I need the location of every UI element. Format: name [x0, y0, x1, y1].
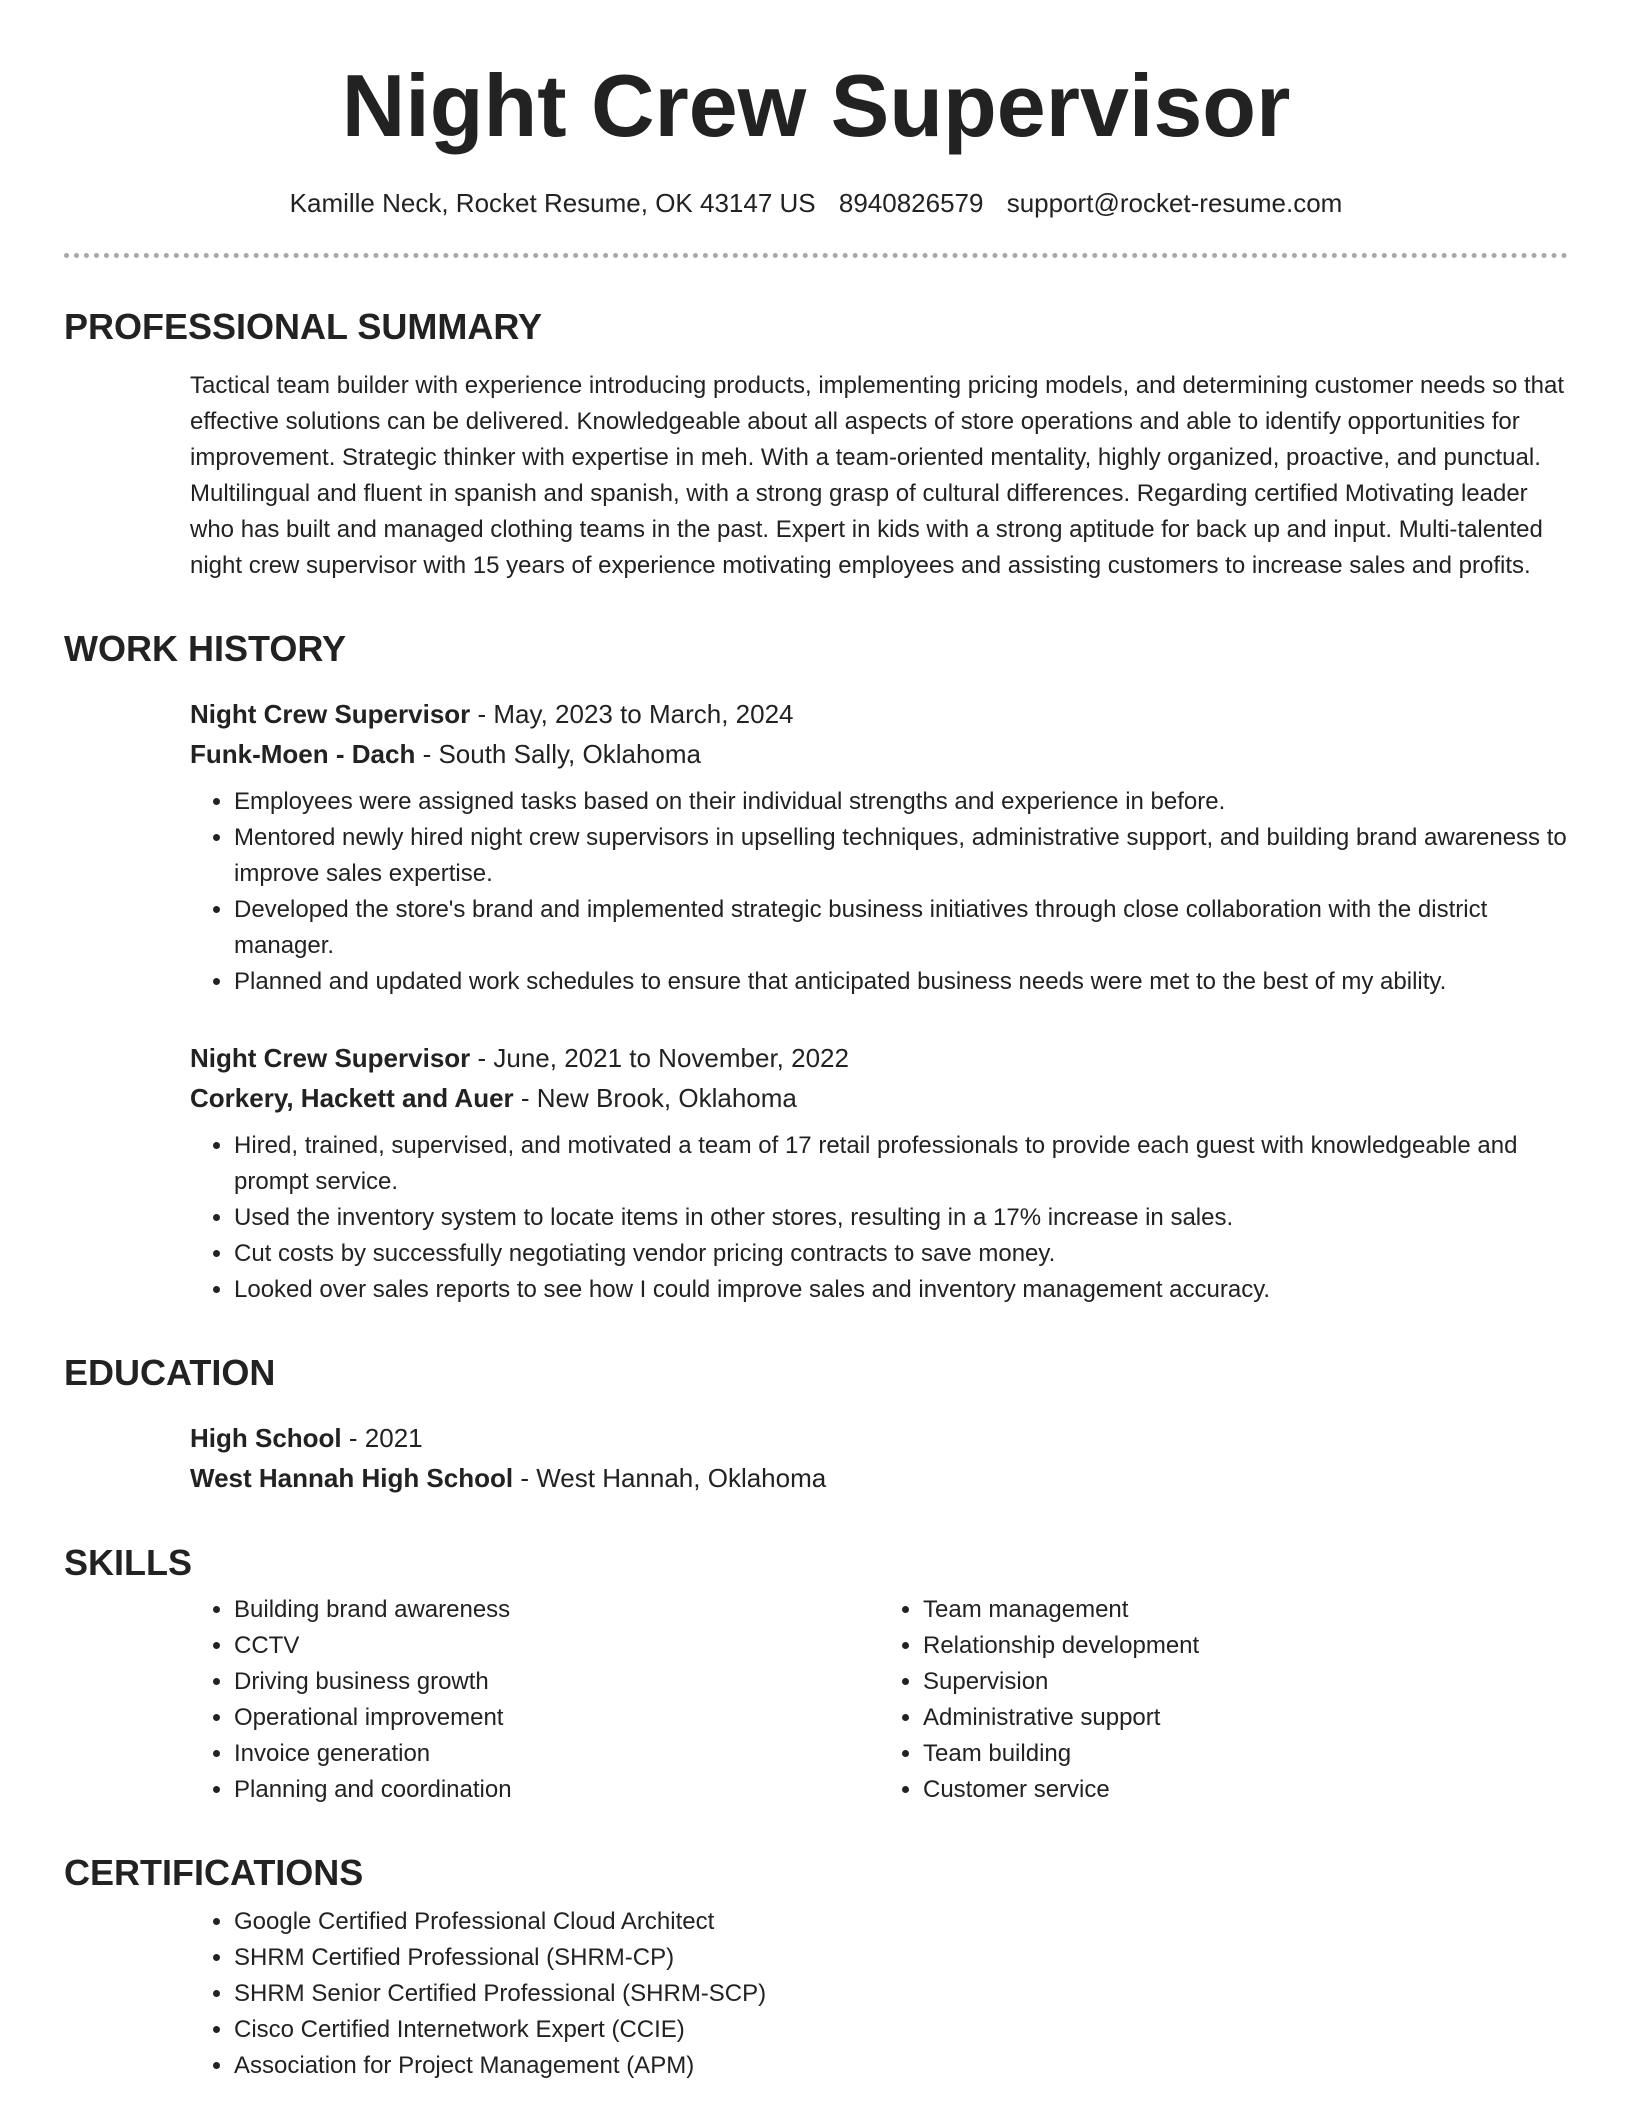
skills-list-right — [879, 1592, 1568, 1808]
job-company-line — [190, 1078, 1568, 1118]
list-item: • Cut costs by successfully negotiating vendor pricing contracts to save money. — [234, 1236, 1568, 1272]
list-item: • Relationship development — [923, 1628, 1568, 1664]
list-item: • Developed the store's brand and implemented strategic business initiatives through close collaboration with the district manager. — [234, 892, 1568, 964]
list-item: • SHRM Certified Professional (SHRM-CP) — [234, 1940, 1568, 1976]
list-item: • Hired, trained, supervised, and motivated a team of 17 retail professionals to provide each guest with knowledgeable and prompt service. — [234, 1128, 1568, 1200]
header-divider — [64, 253, 1568, 258]
education-section — [64, 1352, 1568, 1498]
job-location: - New Brook, Oklahoma — [513, 1083, 797, 1113]
list-item: • Looked over sales reports to see how I could improve sales and inventory management accuracy. — [234, 1272, 1568, 1308]
job-company-line — [190, 734, 1568, 774]
list-item: • Google Certified Professional Cloud Architect — [234, 1904, 1568, 1940]
education-degree-line — [190, 1418, 1568, 1458]
contact-line — [64, 188, 1568, 219]
education-year: - 2021 — [341, 1423, 423, 1453]
list-item: • Team building — [923, 1736, 1568, 1772]
list-item: • Invoice generation — [234, 1736, 879, 1772]
job-role-line — [190, 1038, 1568, 1078]
list-item: • Team management — [923, 1592, 1568, 1628]
job-entry — [190, 694, 1568, 1000]
education-heading: EDUCATION — [64, 1352, 276, 1393]
contact-address: Kamille Neck, Rocket Resume, OK 43147 US — [289, 188, 816, 218]
education-entry — [190, 1418, 1568, 1498]
job-bullets — [190, 1128, 1568, 1308]
work-history-heading: WORK HISTORY — [64, 628, 347, 669]
skills-columns — [190, 1592, 1568, 1808]
skills-section — [64, 1542, 1568, 1808]
list-item: • Mentored newly hired night crew supervisors in upselling techniques, administrative support, and building brand awareness to improve sales expertise. — [234, 820, 1568, 892]
contact-email: support@rocket-resume.com — [1006, 188, 1343, 218]
job-entry — [190, 1038, 1568, 1308]
list-item: • Driving business growth — [234, 1664, 879, 1700]
list-item: • Association for Project Management (APM) — [234, 2048, 1568, 2084]
certifications-section — [64, 1852, 1568, 2084]
contact-phone: 8940826579 — [838, 188, 984, 218]
education-location: - West Hannah, Oklahoma — [513, 1463, 827, 1493]
job-dates: - May, 2023 to March, 2024 — [470, 699, 794, 729]
summary-text: Tactical team builder with experience introducing products, implementing pricing models, and determining customer needs so that effective solutions can be delivered. Knowledgeable about all aspects of store operations and able to identify opportunities for improvement. Strategic thinker with expertise in meh. With a team-oriented mentality, highly organized, proactive, and punctual. Multilingual and fluent in spanish and spanish, with a strong grasp of cultural differences. Regarding certified Motivating leader who has built and managed clothing teams in the past. Expert in kids with a strong aptitude for back up and input. Multi-talented night crew supervisor with 15 years of experience motivating employees and assisting customers to increase sales and profits. — [190, 372, 1565, 579]
job-bullets — [190, 784, 1568, 1000]
list-item: • Building brand awareness — [234, 1592, 879, 1628]
list-item: • Used the inventory system to locate items in other stores, resulting in a 17% increase in sales. — [234, 1200, 1568, 1236]
list-item: • Planned and updated work schedules to ensure that anticipated business needs were met to the best of my ability. — [234, 964, 1568, 1000]
job-company: Funk-Moen - Dach — [190, 739, 416, 769]
list-item: • Employees were assigned tasks based on their individual strengths and experience in before. — [234, 784, 1568, 820]
skills-heading: SKILLS — [64, 1542, 193, 1583]
list-item: • Supervision — [923, 1664, 1568, 1700]
skills-list-left — [190, 1592, 879, 1808]
job-location: - South Sally, Oklahoma — [415, 739, 701, 769]
list-item: • SHRM Senior Certified Professional (SHRM-SCP) — [234, 1976, 1568, 2012]
education-school: West Hannah High School — [190, 1463, 514, 1493]
list-item: • CCTV — [234, 1628, 879, 1664]
job-role-line — [190, 694, 1568, 734]
list-item: • Customer service — [923, 1772, 1568, 1808]
candidate-title: Night Crew Supervisor — [341, 56, 1291, 155]
job-role: Night Crew Supervisor — [190, 1043, 471, 1073]
job-role: Night Crew Supervisor — [190, 699, 471, 729]
work-history-section — [64, 628, 1568, 1308]
job-dates: - June, 2021 to November, 2022 — [470, 1043, 849, 1073]
summary-heading: PROFESSIONAL SUMMARY — [64, 306, 543, 347]
education-school-line — [190, 1458, 1568, 1498]
list-item: • Planning and coordination — [234, 1772, 879, 1808]
list-item: • Cisco Certified Internetwork Expert (CCIE) — [234, 2012, 1568, 2048]
certifications-list — [190, 1904, 1568, 2084]
certifications-body — [190, 1904, 1568, 2084]
certifications-heading: CERTIFICATIONS — [64, 1852, 364, 1893]
education-degree: High School — [190, 1423, 342, 1453]
job-company: Corkery, Hackett and Auer — [190, 1083, 514, 1113]
list-item: • Operational improvement — [234, 1700, 879, 1736]
list-item: • Administrative support — [923, 1700, 1568, 1736]
summary-section — [64, 306, 1568, 584]
